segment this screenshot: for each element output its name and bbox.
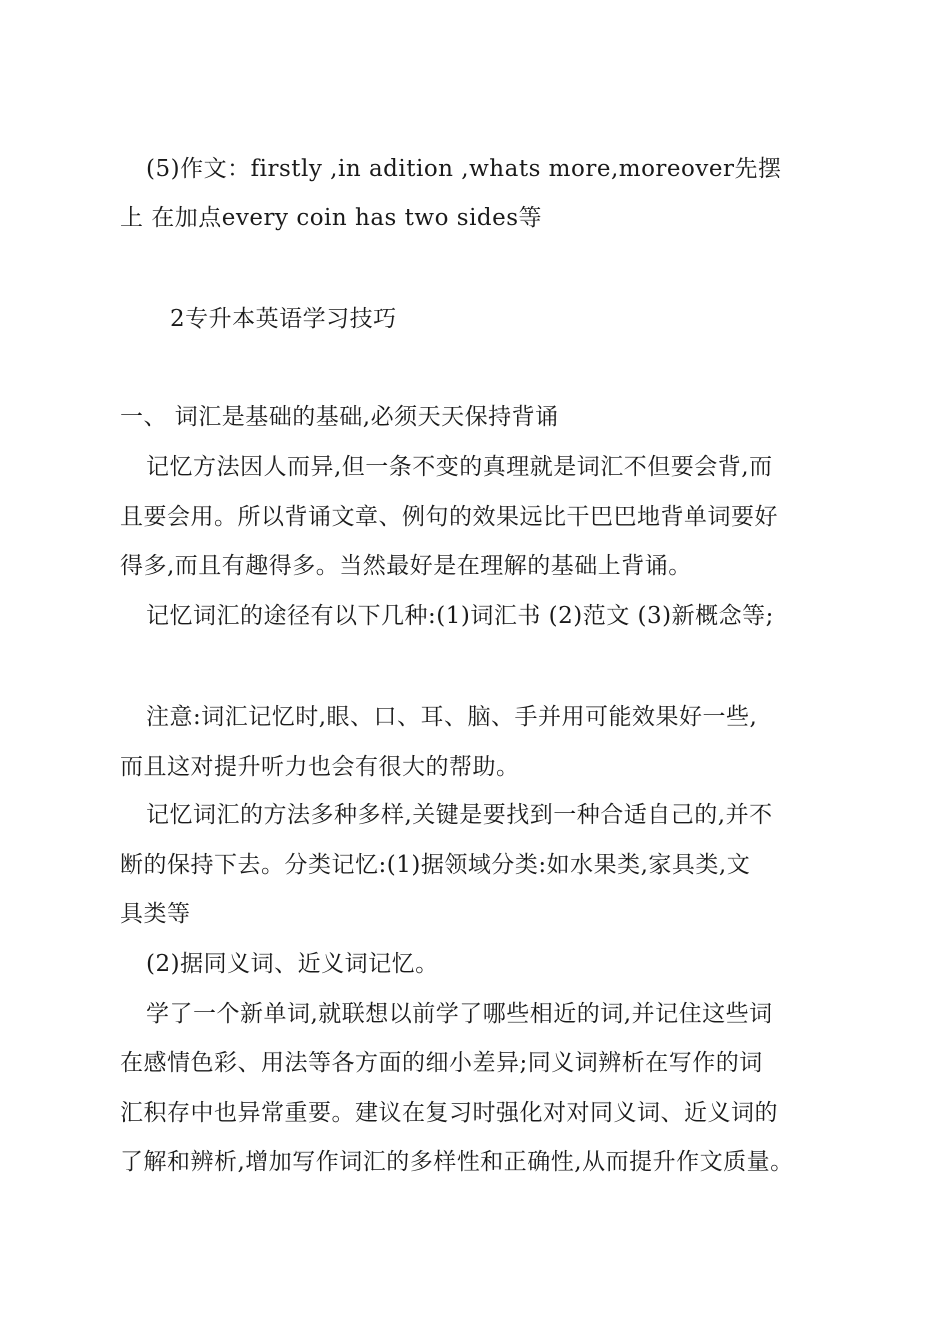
paragraph-line: 在感情色彩、用法等各方面的细小差异;同义词辨析在写作的词	[120, 1050, 763, 1076]
subsection-heading: 一、 词汇是基础的基础,必须天天保持背诵	[120, 404, 559, 430]
paragraph-line: 断的保持下去。分类记忆:(1)据领域分类:如水果类,家具类,文	[120, 852, 751, 878]
paragraph-line: 具类等	[120, 901, 191, 927]
paragraph-line: 注意:词汇记忆时,眼、口、耳、脑、手并用可能效果好一些,	[146, 704, 758, 730]
paragraph-line: 了解和辨析,增加写作词汇的多样性和正确性,从而提升作文质量。	[120, 1149, 794, 1175]
paragraph-line: (2)据同义词、近义词记忆。	[146, 951, 439, 977]
paragraph-line: 记忆词汇的方法多种多样,关键是要找到一种合适自己的,并不	[146, 802, 773, 828]
paragraph-line: 记忆方法因人而异,但一条不变的真理就是词汇不但要会背,而	[146, 454, 773, 480]
paragraph-line: 得多,而且有趣得多。当然最好是在理解的基础上背诵。	[120, 553, 692, 579]
paragraph-line: (5)作文：firstly ,in adition ,whats more,moreover先摆	[146, 156, 782, 182]
paragraph-line: 记忆词汇的途径有以下几种:(1)词汇书 (2)范文 (3)新概念等;	[146, 603, 774, 629]
paragraph-line: 上 在加点every coin has two sides等	[120, 205, 543, 231]
paragraph-line: 学了一个新单词,就联想以前学了哪些相近的词,并记住这些词	[146, 1001, 773, 1027]
paragraph-line: 汇积存中也异常重要。建议在复习时强化对对同义词、近义词的	[120, 1100, 778, 1126]
section-heading: 2专升本英语学习技巧	[170, 306, 397, 332]
paragraph-line: 且要会用。所以背诵文章、例句的效果远比干巴巴地背单词要好	[120, 504, 778, 530]
paragraph-line: 而且这对提升听力也会有很大的帮助。	[120, 754, 520, 780]
